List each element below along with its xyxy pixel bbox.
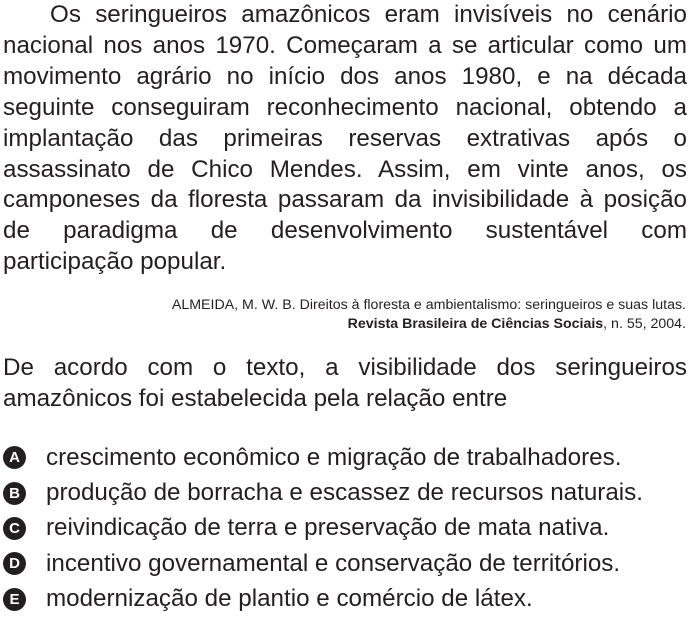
option-b-letter-badge: B [3, 482, 26, 505]
passage-text: Os seringueiros amazônicos eram invisíveis no cenário nacional nos anos 1970. Começaram a se articular como um movimento agrário no início dos anos 1980, e na década seguinte conseguiram reconhecimento nacional, obtendo a implantação das primeiras reservas extrativas após o assassinato de Chico Mendes. Assim, em vinte anos, os camponeses da floresta passaram da invisibilidade à posição de paradigma de desenvolvimento sustentável com participação popular. [3, 1, 687, 276]
option-a[interactable] [3, 440, 693, 475]
option-b[interactable] [3, 475, 693, 510]
option-e-letter-badge: E [3, 588, 26, 611]
option-d[interactable] [3, 546, 693, 581]
citation-details: , n. 55, 2004. [603, 316, 686, 332]
option-a-letter-badge: A [3, 446, 26, 469]
option-a-text: crescimento econômico e migração de trabalhadores. [46, 443, 622, 471]
option-c[interactable] [3, 511, 693, 546]
option-c-letter-badge: C [3, 517, 26, 540]
option-d-text: incentivo governamental e conservação de territórios. [46, 549, 621, 577]
question-stem: De acordo com o texto, a visibilidade dos seringueiros amazônicos foi estabelecida pela relação entre [3, 354, 687, 412]
option-e-text: modernização de plantio e comércio de látex. [46, 585, 533, 613]
option-d-letter-badge: D [3, 552, 26, 575]
citation-journal: Revista Brasileira de Ciências Sociais [347, 316, 604, 332]
option-b-text: produção de borracha e escassez de recursos naturais. [46, 479, 643, 507]
option-c-text: reivindicação de terra e preservação de mata nativa. [46, 514, 610, 542]
citation [2, 296, 686, 334]
citation-reference: ALMEIDA, M. W. B. Direitos à floresta e ambientalismo: seringueiros e suas lutas. [171, 297, 686, 313]
citation-source [2, 315, 686, 334]
option-e[interactable] [3, 582, 693, 617]
answer-options [3, 440, 693, 617]
